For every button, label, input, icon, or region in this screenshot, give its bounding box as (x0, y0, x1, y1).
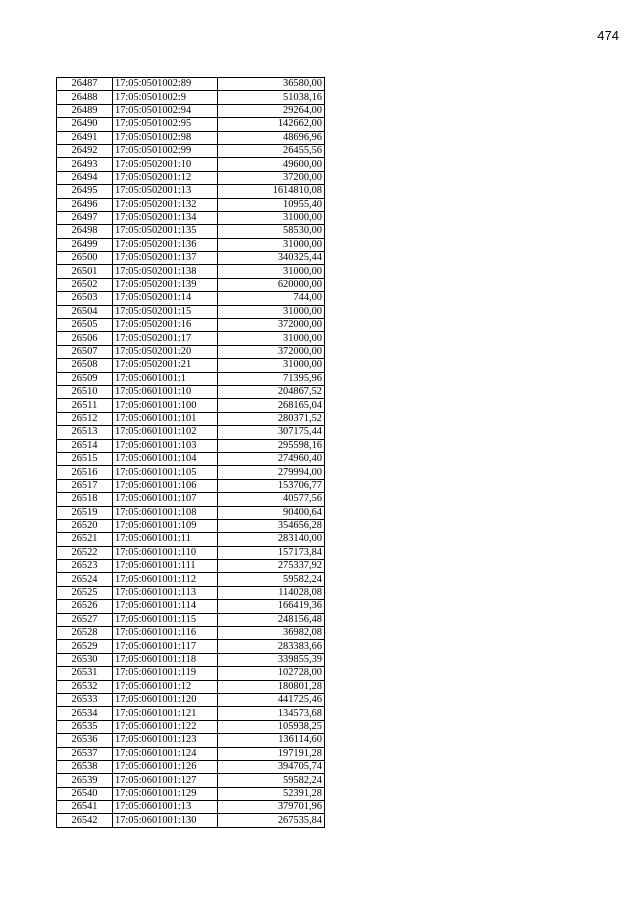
row-number-cell: 26511 (57, 399, 113, 412)
table-row (57, 533, 325, 546)
value-cell: 283140,00 (218, 533, 325, 546)
value-cell: 58530,00 (218, 225, 325, 238)
cadastral-number-cell: 17:05:0601001:105 (113, 466, 218, 479)
table-row (57, 774, 325, 787)
table-row (57, 787, 325, 800)
value-cell: 354656,28 (218, 519, 325, 532)
row-number-cell: 26508 (57, 359, 113, 372)
table-row (57, 506, 325, 519)
cadastral-number-cell: 17:05:0601001:111 (113, 560, 218, 573)
value-cell: 31000,00 (218, 211, 325, 224)
cadastral-number-cell: 17:05:0601001:13 (113, 801, 218, 814)
cadastral-number-cell: 17:05:0502001:139 (113, 278, 218, 291)
cadastral-number-cell: 17:05:0601001:10 (113, 385, 218, 398)
table-row (57, 78, 325, 91)
value-cell: 102728,00 (218, 667, 325, 680)
table-row (57, 720, 325, 733)
cadastral-number-cell: 17:05:0601001:113 (113, 586, 218, 599)
cadastral-number-cell: 17:05:0601001:103 (113, 439, 218, 452)
row-number-cell: 26532 (57, 680, 113, 693)
value-cell: 59582,24 (218, 774, 325, 787)
cadastral-number-cell: 17:05:0601001:11 (113, 533, 218, 546)
row-number-cell: 26499 (57, 238, 113, 251)
table-row (57, 760, 325, 773)
table-row (57, 452, 325, 465)
cadastral-number-cell: 17:05:0501002:99 (113, 144, 218, 157)
table-row (57, 560, 325, 573)
value-cell: 26455,56 (218, 144, 325, 157)
row-number-cell: 26530 (57, 653, 113, 666)
table-row (57, 680, 325, 693)
row-number-cell: 26529 (57, 640, 113, 653)
value-cell: 29264,00 (218, 104, 325, 117)
value-cell: 31000,00 (218, 238, 325, 251)
cadastral-number-cell: 17:05:0601001:108 (113, 506, 218, 519)
cadastral-number-cell: 17:05:0601001:112 (113, 573, 218, 586)
cadastral-number-cell: 17:05:0601001:1 (113, 372, 218, 385)
cadastral-number-cell: 17:05:0601001:119 (113, 667, 218, 680)
table-row (57, 653, 325, 666)
table-row (57, 305, 325, 318)
table-row (57, 519, 325, 532)
row-number-cell: 26494 (57, 171, 113, 184)
row-number-cell: 26517 (57, 479, 113, 492)
value-cell: 620000,00 (218, 278, 325, 291)
row-number-cell: 26522 (57, 546, 113, 559)
row-number-cell: 26534 (57, 707, 113, 720)
row-number-cell: 26527 (57, 613, 113, 626)
value-cell: 279994,00 (218, 466, 325, 479)
row-number-cell: 26539 (57, 774, 113, 787)
value-cell: 153706,77 (218, 479, 325, 492)
row-number-cell: 26515 (57, 452, 113, 465)
value-cell: 180801,28 (218, 680, 325, 693)
cadastral-number-cell: 17:05:0501002:89 (113, 78, 218, 91)
value-cell: 37200,00 (218, 171, 325, 184)
table-row (57, 734, 325, 747)
value-cell: 372000,00 (218, 345, 325, 358)
cadastral-number-cell: 17:05:0501002:95 (113, 118, 218, 131)
table-row (57, 185, 325, 198)
cadastral-number-cell: 17:05:0502001:132 (113, 198, 218, 211)
table-row (57, 319, 325, 332)
row-number-cell: 26492 (57, 144, 113, 157)
table-row (57, 104, 325, 117)
table-row (57, 479, 325, 492)
row-number-cell: 26542 (57, 814, 113, 827)
row-number-cell: 26504 (57, 305, 113, 318)
cadastral-number-cell: 17:05:0502001:136 (113, 238, 218, 251)
cadastral-number-cell: 17:05:0502001:138 (113, 265, 218, 278)
table-row (57, 385, 325, 398)
table-row (57, 198, 325, 211)
row-number-cell: 26507 (57, 345, 113, 358)
cadastral-number-cell: 17:05:0502001:137 (113, 252, 218, 265)
value-cell: 136114,60 (218, 734, 325, 747)
row-number-cell: 26510 (57, 385, 113, 398)
value-cell: 36982,08 (218, 627, 325, 640)
table-row (57, 399, 325, 412)
cadastral-number-cell: 17:05:0601001:101 (113, 412, 218, 425)
table-row (57, 613, 325, 626)
table-row (57, 426, 325, 439)
table-row (57, 345, 325, 358)
value-cell: 90400,64 (218, 506, 325, 519)
row-number-cell: 26503 (57, 292, 113, 305)
cadastral-number-cell: 17:05:0601001:107 (113, 493, 218, 506)
registry-table (56, 77, 325, 828)
table-row (57, 252, 325, 265)
table-row (57, 600, 325, 613)
value-cell: 49600,00 (218, 158, 325, 171)
value-cell: 40577,56 (218, 493, 325, 506)
cadastral-number-cell: 17:05:0502001:134 (113, 211, 218, 224)
value-cell: 51038,16 (218, 91, 325, 104)
row-number-cell: 26500 (57, 252, 113, 265)
row-number-cell: 26505 (57, 319, 113, 332)
cadastral-number-cell: 17:05:0601001:116 (113, 627, 218, 640)
row-number-cell: 26489 (57, 104, 113, 117)
table-row (57, 278, 325, 291)
cadastral-number-cell: 17:05:0502001:20 (113, 345, 218, 358)
table-row (57, 359, 325, 372)
table-row (57, 144, 325, 157)
value-cell: 59582,24 (218, 573, 325, 586)
cadastral-number-cell: 17:05:0501002:98 (113, 131, 218, 144)
row-number-cell: 26528 (57, 627, 113, 640)
table-row (57, 640, 325, 653)
table-row (57, 693, 325, 706)
value-cell: 1614810,08 (218, 185, 325, 198)
value-cell: 166419,36 (218, 600, 325, 613)
table-row (57, 439, 325, 452)
row-number-cell: 26497 (57, 211, 113, 224)
row-number-cell: 26524 (57, 573, 113, 586)
value-cell: 268165,04 (218, 399, 325, 412)
row-number-cell: 26531 (57, 667, 113, 680)
cadastral-number-cell: 17:05:0502001:12 (113, 171, 218, 184)
value-cell: 275337,92 (218, 560, 325, 573)
table-row (57, 412, 325, 425)
cadastral-number-cell: 17:05:0601001:120 (113, 693, 218, 706)
value-cell: 372000,00 (218, 319, 325, 332)
value-cell: 280371,52 (218, 412, 325, 425)
cadastral-number-cell: 17:05:0502001:135 (113, 225, 218, 238)
cadastral-number-cell: 17:05:0502001:10 (113, 158, 218, 171)
row-number-cell: 26525 (57, 586, 113, 599)
row-number-cell: 26526 (57, 600, 113, 613)
table-row (57, 171, 325, 184)
value-cell: 134573,68 (218, 707, 325, 720)
row-number-cell: 26518 (57, 493, 113, 506)
table-row (57, 131, 325, 144)
value-cell: 48696,96 (218, 131, 325, 144)
row-number-cell: 26509 (57, 372, 113, 385)
cadastral-number-cell: 17:05:0601001:100 (113, 399, 218, 412)
cadastral-number-cell: 17:05:0502001:14 (113, 292, 218, 305)
table-row (57, 372, 325, 385)
cadastral-number-cell: 17:05:0601001:123 (113, 734, 218, 747)
cadastral-number-cell: 17:05:0601001:130 (113, 814, 218, 827)
row-number-cell: 26502 (57, 278, 113, 291)
table-row (57, 292, 325, 305)
cadastral-number-cell: 17:05:0502001:15 (113, 305, 218, 318)
value-cell: 267535,84 (218, 814, 325, 827)
row-number-cell: 26520 (57, 519, 113, 532)
cadastral-number-cell: 17:05:0501002:9 (113, 91, 218, 104)
cadastral-number-cell: 17:05:0601001:124 (113, 747, 218, 760)
value-cell: 394705,74 (218, 760, 325, 773)
table-row (57, 747, 325, 760)
value-cell: 157173,84 (218, 546, 325, 559)
cadastral-number-cell: 17:05:0501002:94 (113, 104, 218, 117)
row-number-cell: 26513 (57, 426, 113, 439)
page-number: 474 (597, 28, 619, 43)
row-number-cell: 26523 (57, 560, 113, 573)
cadastral-number-cell: 17:05:0502001:21 (113, 359, 218, 372)
table-row (57, 211, 325, 224)
value-cell: 441725,46 (218, 693, 325, 706)
registry-table-body (57, 78, 325, 828)
value-cell: 307175,44 (218, 426, 325, 439)
cadastral-number-cell: 17:05:0601001:126 (113, 760, 218, 773)
cadastral-number-cell: 17:05:0601001:114 (113, 600, 218, 613)
table-row (57, 332, 325, 345)
cadastral-number-cell: 17:05:0601001:122 (113, 720, 218, 733)
row-number-cell: 26516 (57, 466, 113, 479)
table-row (57, 546, 325, 559)
cadastral-number-cell: 17:05:0601001:117 (113, 640, 218, 653)
row-number-cell: 26490 (57, 118, 113, 131)
value-cell: 295598,16 (218, 439, 325, 452)
row-number-cell: 26496 (57, 198, 113, 211)
table-row (57, 801, 325, 814)
value-cell: 31000,00 (218, 265, 325, 278)
cadastral-number-cell: 17:05:0601001:127 (113, 774, 218, 787)
row-number-cell: 26514 (57, 439, 113, 452)
value-cell: 31000,00 (218, 359, 325, 372)
row-number-cell: 26537 (57, 747, 113, 760)
value-cell: 114028,08 (218, 586, 325, 599)
table-row (57, 627, 325, 640)
value-cell: 744,00 (218, 292, 325, 305)
table-row (57, 265, 325, 278)
row-number-cell: 26540 (57, 787, 113, 800)
row-number-cell: 26538 (57, 760, 113, 773)
table-row (57, 667, 325, 680)
value-cell: 248156,48 (218, 613, 325, 626)
table-row (57, 466, 325, 479)
value-cell: 52391,28 (218, 787, 325, 800)
cadastral-number-cell: 17:05:0601001:115 (113, 613, 218, 626)
value-cell: 339855,39 (218, 653, 325, 666)
value-cell: 379701,96 (218, 801, 325, 814)
value-cell: 31000,00 (218, 332, 325, 345)
cadastral-number-cell: 17:05:0601001:121 (113, 707, 218, 720)
table-row (57, 238, 325, 251)
row-number-cell: 26488 (57, 91, 113, 104)
table-row (57, 586, 325, 599)
table-row (57, 493, 325, 506)
row-number-cell: 26501 (57, 265, 113, 278)
row-number-cell: 26491 (57, 131, 113, 144)
row-number-cell: 26506 (57, 332, 113, 345)
row-number-cell: 26533 (57, 693, 113, 706)
row-number-cell: 26535 (57, 720, 113, 733)
table-row (57, 573, 325, 586)
row-number-cell: 26498 (57, 225, 113, 238)
value-cell: 283383,66 (218, 640, 325, 653)
row-number-cell: 26519 (57, 506, 113, 519)
cadastral-number-cell: 17:05:0502001:17 (113, 332, 218, 345)
table-row (57, 91, 325, 104)
row-number-cell: 26521 (57, 533, 113, 546)
cadastral-number-cell: 17:05:0601001:129 (113, 787, 218, 800)
cadastral-number-cell: 17:05:0502001:16 (113, 319, 218, 332)
cadastral-number-cell: 17:05:0601001:106 (113, 479, 218, 492)
row-number-cell: 26487 (57, 78, 113, 91)
row-number-cell: 26512 (57, 412, 113, 425)
table-row (57, 707, 325, 720)
row-number-cell: 26541 (57, 801, 113, 814)
cadastral-number-cell: 17:05:0502001:13 (113, 185, 218, 198)
row-number-cell: 26493 (57, 158, 113, 171)
row-number-cell: 26536 (57, 734, 113, 747)
cadastral-number-cell: 17:05:0601001:102 (113, 426, 218, 439)
cadastral-number-cell: 17:05:0601001:104 (113, 452, 218, 465)
value-cell: 340325,44 (218, 252, 325, 265)
row-number-cell: 26495 (57, 185, 113, 198)
value-cell: 204867,52 (218, 385, 325, 398)
table-row (57, 814, 325, 827)
value-cell: 142662,00 (218, 118, 325, 131)
value-cell: 71395,96 (218, 372, 325, 385)
table-row (57, 225, 325, 238)
table-row (57, 118, 325, 131)
value-cell: 10955,40 (218, 198, 325, 211)
value-cell: 36580,00 (218, 78, 325, 91)
cadastral-number-cell: 17:05:0601001:109 (113, 519, 218, 532)
cadastral-number-cell: 17:05:0601001:12 (113, 680, 218, 693)
value-cell: 274960,40 (218, 452, 325, 465)
value-cell: 105938,25 (218, 720, 325, 733)
cadastral-number-cell: 17:05:0601001:118 (113, 653, 218, 666)
value-cell: 31000,00 (218, 305, 325, 318)
cadastral-number-cell: 17:05:0601001:110 (113, 546, 218, 559)
table-row (57, 158, 325, 171)
value-cell: 197191,28 (218, 747, 325, 760)
